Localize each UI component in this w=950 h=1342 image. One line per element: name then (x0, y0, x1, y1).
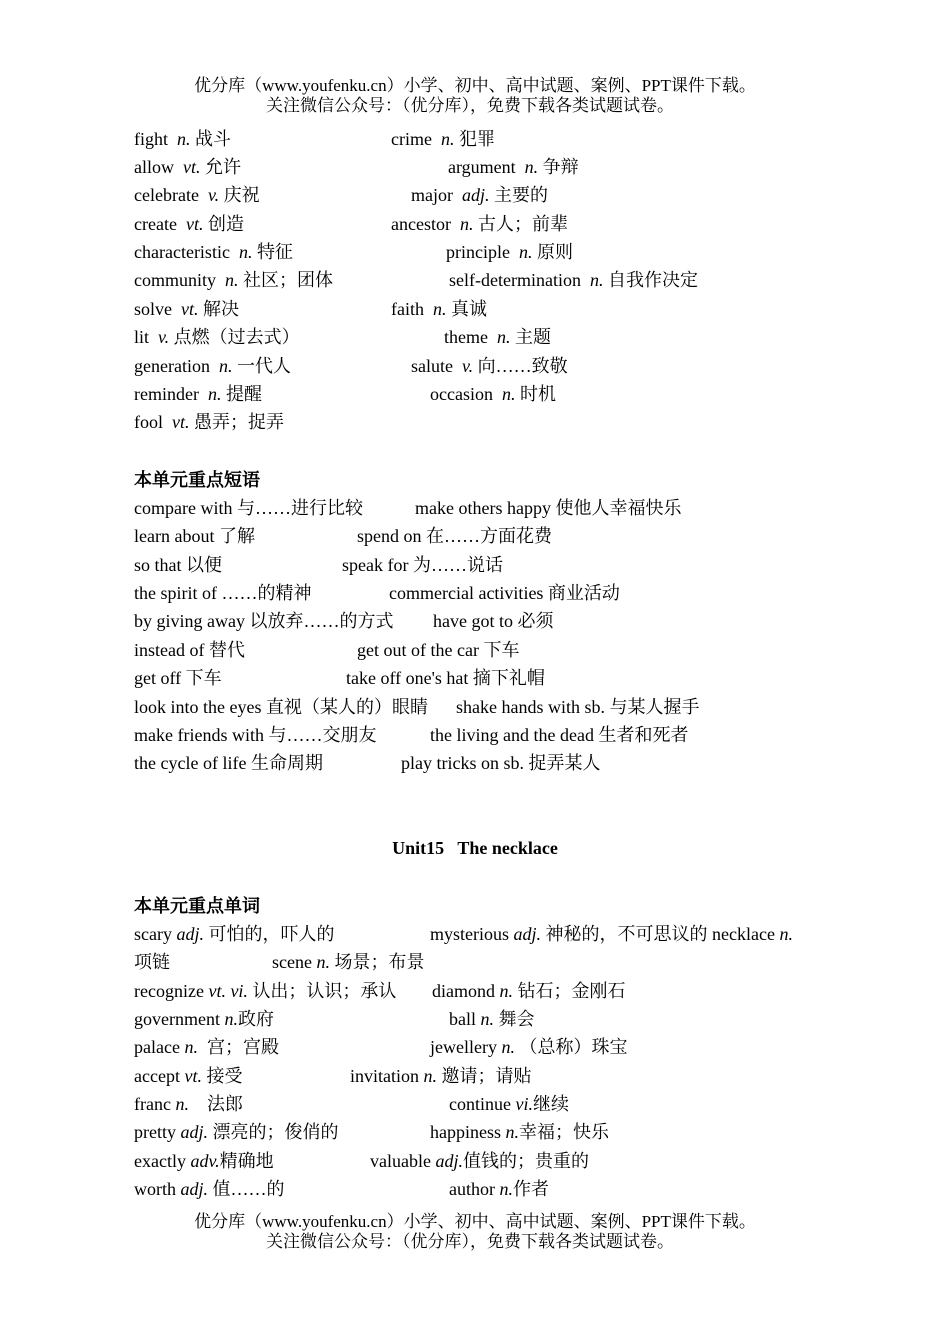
page-header (0, 76, 950, 116)
phrase-item: so that 以便 (134, 555, 222, 575)
phrase-item: spend on 在……方面花费 (357, 526, 552, 546)
vocab-entry: happiness n.幸福；快乐 (430, 1122, 609, 1142)
phrase-item: by giving away 以放弃……的方式 (134, 611, 394, 631)
vocab-entry: palace n. 宫；宫殿 (134, 1037, 279, 1057)
phrase-item: learn about 了解 (134, 526, 255, 546)
vocab-entry: ball n. 舞会 (449, 1009, 535, 1029)
phrase-item: make others happy 使他人幸福快乐 (415, 498, 682, 518)
phrase-item: get out of the car 下车 (357, 640, 520, 660)
vocab-entry: crime n. 犯罪 (391, 129, 495, 149)
vocab-entry: major adj. 主要的 (411, 185, 549, 205)
vocab-entry: franc n. 法郎 (134, 1094, 243, 1114)
phrase-item: take off one's hat 摘下礼帽 (346, 668, 545, 688)
phrase-item: the spirit of ……的精神 (134, 583, 312, 603)
footer-line-2: 关注微信公众号：（优分库），免费下载各类试题试卷。 (266, 1232, 674, 1251)
phrase-item: get off 下车 (134, 668, 222, 688)
vocab-entry: create vt. 创造 (134, 214, 244, 234)
vocab-entry: scene n. 场景；布景 (272, 952, 425, 972)
vocab-entry: characteristic n. 特征 (134, 242, 293, 262)
vocab-entry: recognize vt. vi. 认出；认识；承认 (134, 981, 397, 1001)
phrase-item: look into the eyes 直视（某人的）眼睛 (134, 697, 428, 717)
vocab-entry: self-determination n. 自我作决定 (449, 270, 698, 290)
vocab-entry: generation n. 一代人 (134, 356, 291, 376)
phrase-item: play tricks on sb. 捉弄某人 (401, 753, 601, 773)
vocab-entry: allow vt. 允许 (134, 157, 241, 177)
vocab-entry: faith n. 真诚 (391, 299, 487, 319)
vocab-entry: author n.作者 (449, 1179, 549, 1199)
vocab-entry: jewellery n. （总称）珠宝 (430, 1037, 628, 1057)
vocab-entry: salute v. 向……致敬 (411, 356, 568, 376)
phrase-item: instead of 替代 (134, 640, 245, 660)
phrase-item: shake hands with sb. 与某人握手 (456, 697, 700, 717)
vocab-entry: continue vi.继续 (449, 1094, 569, 1114)
vocab-entry: argument n. 争辩 (448, 157, 579, 177)
vocab-entry: 项链 (134, 952, 170, 972)
footer-line-1: 优分库（www.youfenku.cn）小学、初中、高中试题、案例、PPT课件下载。 (194, 1212, 756, 1231)
vocab-entry: celebrate v. 庆祝 (134, 185, 260, 205)
vocab-entry: valuable adj.值钱的；贵重的 (370, 1151, 589, 1171)
phrase-item: commercial activities 商业活动 (389, 583, 620, 603)
vocab-entry: reminder n. 提醒 (134, 384, 262, 404)
vocab-entry: community n. 社区；团体 (134, 270, 333, 290)
vocab-entry: occasion n. 时机 (430, 384, 556, 404)
vocab-entry: fight n. 战斗 (134, 129, 231, 149)
vocab-entry: ancestor n. 古人；前辈 (391, 214, 568, 234)
vocab-entry: government n.政府 (134, 1009, 274, 1029)
words-heading: 本单元重点单词 (134, 896, 260, 916)
header-line-2: 关注微信公众号：（优分库），免费下载各类试题试卷。 (266, 96, 674, 115)
vocab-entry: theme n. 主题 (444, 327, 551, 347)
vocab-entry: mysterious adj. 神秘的，不可思议的 necklace n. (430, 924, 793, 944)
vocab-entry: principle n. 原则 (446, 242, 573, 262)
vocab-entry: diamond n. 钻石；金刚石 (432, 981, 626, 1001)
vocab-entry: solve vt. 解决 (134, 299, 239, 319)
phrases-heading: 本单元重点短语 (134, 470, 260, 490)
header-line-1: 优分库（www.youfenku.cn）小学、初中、高中试题、案例、PPT课件下载。 (194, 76, 756, 95)
phrase-item: have got to 必须 (433, 611, 554, 631)
phrase-item: make friends with 与……交朋友 (134, 725, 377, 745)
vocab-entry: pretty adj. 漂亮的；俊俏的 (134, 1122, 339, 1142)
phrase-item: the living and the dead 生者和死者 (430, 725, 689, 745)
vocab-entry: lit v. 点燃（过去式） (134, 327, 300, 347)
vocab-entry: invitation n. 邀请；请贴 (350, 1066, 532, 1086)
vocab-entry: worth adj. 值……的 (134, 1179, 285, 1199)
unit-title: Unit15 The necklace (392, 838, 558, 858)
phrase-item: the cycle of life 生命周期 (134, 753, 323, 773)
vocab-entry: scary adj. 可怕的，吓人的 (134, 924, 335, 944)
phrase-item: speak for 为……说话 (342, 555, 503, 575)
page-footer (0, 1212, 950, 1252)
vocab-entry: fool vt. 愚弄；捉弄 (134, 412, 284, 432)
vocab-entry: exactly adv.精确地 (134, 1151, 274, 1171)
phrase-item: compare with 与……进行比较 (134, 498, 363, 518)
vocab-entry: accept vt. 接受 (134, 1066, 243, 1086)
